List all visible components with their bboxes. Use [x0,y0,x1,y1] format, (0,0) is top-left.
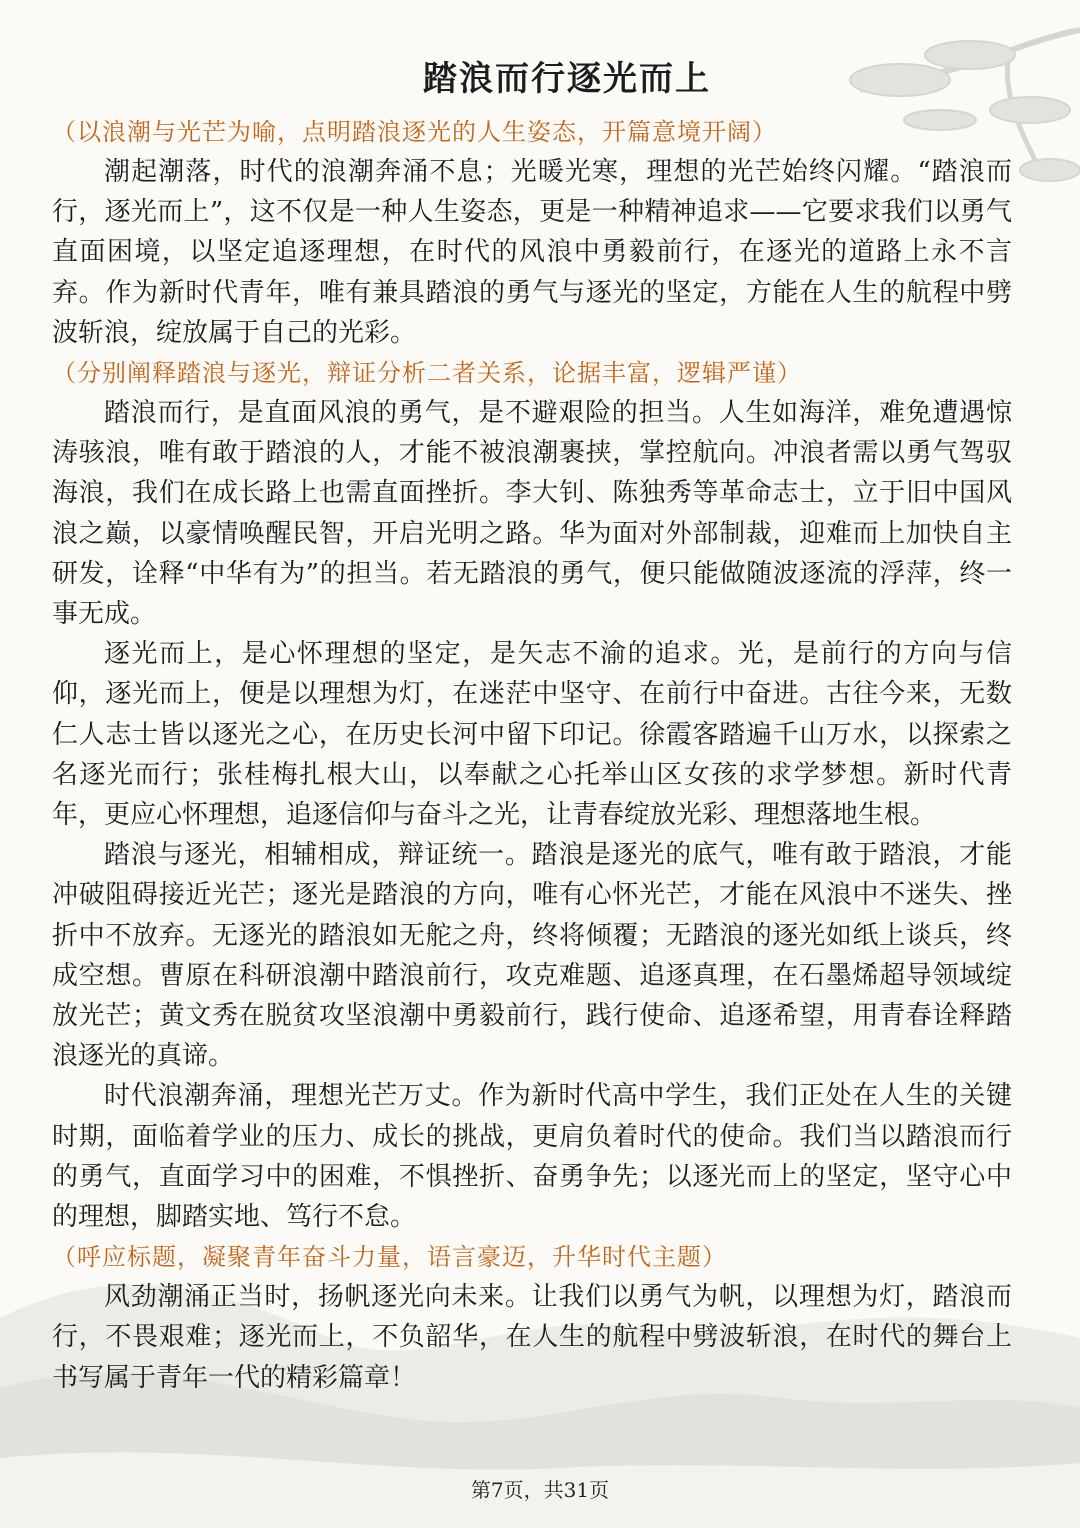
paragraph-2: 踏浪而行，是直面风浪的勇气，是不避艰险的担当。人生如海洋，难免遭遇惊涛骇浪，唯有敢于踏浪的人，才能不被浪潮裹挟，掌控航向。冲浪者需以勇气驾驭海浪，我们在成长路上也需直面挫折。李大钊、陈独秀等革命志士，立于旧中国风浪之巅，以豪情唤醒民智，开启光明之路。华为面对外部制裁，迎难而上加快自主研发，诠释“中华有为”的担当。若无踏浪的勇气，便只能做随波逐流的浮萍，终一事无成。 [52,398,1012,630]
paragraph-3: 逐光而上，是心怀理想的坚定，是矢志不渝的追求。光，是前行的方向与信仰，逐光而上，便是以理想为灯，在迷茫中坚守、在前行中奋进。古往今来，无数仁人志士皆以逐光之心，在历史长河中留下印记。徐霞客踏遍千山万水，以探索之名逐光而行；张桂梅扎根大山，以奉献之心托举山区女孩的求学梦想。新时代青年，更应心怀理想，追逐信仰与奋斗之光，让青春绽放光彩、理想落地生根。 [52,639,1012,831]
comment-note-2: （分别阐释踏浪与逐光，辩证分析二者关系，论据丰富，逻辑严谨） [52,359,802,388]
essay-page [52,52,1012,1398]
comment-note-1: （以浪潮与光芒为喻，点明踏浪逐光的人生姿态，开篇意境开阔） [52,118,777,146]
page-number-footer: 第7页，共31页 [470,1478,610,1502]
comment-note-3: （呼应标题，凝聚青年奋斗力量，语言豪迈，升华时代主题） [52,1243,727,1272]
essay-title: 踏浪而行逐光而上 [423,59,711,99]
paragraph-4: 踏浪与逐光，相辅相成，辩证统一。踏浪是逐光的底气，唯有敢于踏浪，才能冲破阻碍接近光芒；逐光是踏浪的方向，唯有心怀光芒，才能在风浪中不迷失、挫折中不放弃。无逐光的踏浪如无舵之舟，终将倾覆；无踏浪的逐光如纸上谈兵，终成空想。曹原在科研浪潮中踏浪前行，攻克难题、追逐真理，在石墨烯超导领域绽放光芒；黄文秀在脱贫攻坚浪潮中勇毅前行，践行使命、追逐希望，用青春诠释踏浪逐光的真谛。 [52,840,1012,1072]
paragraph-1: 潮起潮落，时代的浪潮奔涌不息；光暖光寒，理想的光芒始终闪耀。“踏浪而行，逐光而上”，这不仅是一种人生姿态，更是一种精神追求——它要求我们以勇气直面困境，以坚定追逐理想，在时代的风浪中勇毅前行，在逐光的道路上永不言弃。作为新时代青年，唯有兼具踏浪的勇气与逐光的坚定，方能在人生的航程中劈波斩浪，绽放属于自己的光彩。 [52,157,1012,348]
paragraph-6: 风劲潮涌正当时，扬帆逐光向未来。让我们以勇气为帆，以理想为灯，踏浪而行，不畏艰难；逐光而上，不负韶华，在人生的航程中劈波斩浪，在时代的舞台上书写属于青年一代的精彩篇章！ [52,1282,1012,1393]
paragraph-5: 时代浪潮奔涌，理想光芒万丈。作为新时代高中学生，我们正处在人生的关键时期，面临着学业的压力、成长的挑战，更肩负着时代的使命。我们当以踏浪而行的勇气，直面学习中的困难，不惧挫折、奋勇争先；以逐光而上的坚定，坚守心中的理想，脚踏实地、笃行不怠。 [52,1081,1012,1233]
